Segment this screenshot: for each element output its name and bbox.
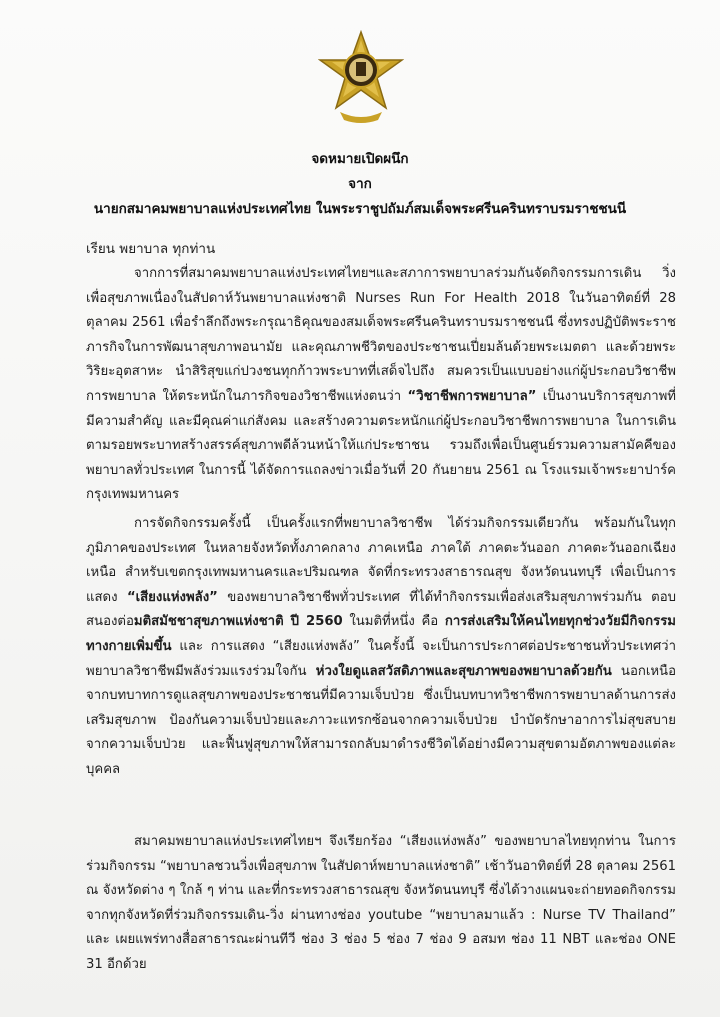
paragraph-1-text-b: เป็นงานบริการสุขภาพที่มีความสำคัญ และมีคุณค่าแก่สังคม และสร้างความตระหนักแก่ผู้ประกอบวิชาชีพการพยาบาล ในการเดินตามรอยพระบาทสร้างสรรค์สุขภาพดีล้วนหน้าให้แก่ประชาชน รวมถึงเพื่อเป็นศูนย์รวมความสามัคคีของพยาบาลทั่วประเทศ ในการนี้ ได้จัดการแถลงข่าวเมื่อวันที่ 20 กันยายน 2561 ณ โรงแรมเจ้าพระยาปาร์ค กรุงเทพมหานคร (86, 388, 676, 503)
paragraph-3-text-a: สมาคมพยาบาลแห่งประเทศไทยฯ จึงเรียกร้อง “เสียงแห่งพลัง” ของพยาบาลไทยทุกท่าน ในการร่วมกิจกรรม “พยาบาลชวนวิ่งเพื่อสุขภาพ ในสัปดาห์พยาบาลแห่งชาติ” เช้าวันอาทิตย์ที่ 28 ตุลาคม 2561 ณ จังหวัดต่าง ๆ ใกล้ ๆ ท่าน และที่กระทรวงสาธารณสุข จังหวัดนนทบุรี ซึ่งได้วางแผนจะถ่ายทอดกิจกรรมจากทุกจังหวัดที่ร่วมกิจกรรมเดิน-วิ่ง ผ่านทางช่อง youtube “พยาบาลมาแล้ว : Nurse TV Thailand” และ เผยแพร่ทางสื่อสาธารณะผ่านทีวี ช่อง 3 ช่อง 5 ช่อง 7 ช่อง 9 อสมท ช่อง 11 NBT และช่อง ONE 31 อีกด้วย (86, 834, 676, 972)
paragraph-2-bold-d: ห่วงใยดูแลสวัสดิภาพและสุขภาพของพยาบาลด้วยกัน (315, 663, 612, 679)
paragraph-2-text-e: นอกเหนือจากบทบาทการดูแลสุขภาพของประชาชนที่มีความเจ็บป่วย ซึ่งเป็นบทบาทวิชาชีพการพยาบาลด้านการส่งเสริมสุขภาพ ป้องกันความเจ็บป่วยและภาวะแทรกซ้อนจากความเจ็บป่วย บำบัดรักษาอาการไม่สุขสบายจากความเจ็บป่วย และฟื้นฟูสุขภาพให้สามารถกลับมาดำรงชีวิตได้อย่างมีความสุขตามอัตภาพของแต่ละบุคคล (86, 663, 676, 777)
paragraph-1-text-a: จากการที่สมาคมพยาบาลแห่งประเทศไทยฯและสภาการพยาบาลร่วมกันจัดกิจกรรมการเดิน วิ่ง เพื่อสุขภาพเนื่องในสัปดาห์วันพยาบาลแห่งชาติ Nurses Run For Health 2018 ในวันอาทิตย์ที่ 28 ตุลาคม 2561 เพื่อรำลึกถึงพระกรุณาธิคุณของสมเด็จพระศรีนครินทราบรมราชชนนี ซึ่งทรงปฏิบัติพระราชภารกิจในการพัฒนาสุขภาพอนามัย และคุณภาพชีวิตของประชาชนเปี่ยมล้นด้วยพระเมตตา และด้วยพระวิริยะอุตสาหะ นำสิริสุขแก่ปวงชนทุกก้าวพระบาทที่เสด็จไปถึง สมควรเป็นแบบอย่างแก่ผู้ประกอบวิชาชีพการพยาบาล ให้ตระหนักในภารกิจของวิชาชีพแห่งตนว่า (86, 266, 676, 404)
paragraph-2-bold-b: มติสมัชชาสุขภาพแห่งชาติ ปี 2560 (133, 614, 343, 630)
paragraph-2-bold-c: การส่งเสริมให้คนไทยทุกช่วงวัยมีกิจกรรมทางกายเพิ่มขึ้น (86, 614, 676, 654)
paragraph-2-text-b: ของพยาบาลวิชาชีพทั่วประเทศ ที่ได้ทำกิจกรรมเพื่อส่งเสริมสุขภาพร่วมกัน ตอบสนองต่อ (86, 589, 677, 630)
paragraph-3 (86, 830, 676, 978)
paragraph-1-bold-a: “วิชาชีพการพยาบาล” (407, 388, 537, 404)
paragraph-2-text-c: ในมติที่หนึ่ง คือ (342, 614, 445, 630)
paragraph-2-text-d: และ การแสดง “เสียงแห่งพลัง” ในครั้งนี้ จะเป็นการประกาศต่อประชาชนทั่วประเทศว่า พยาบาลวิชาชีพมีพลังร่วมแรงร่วมใจกัน (86, 638, 676, 679)
heading-sender: นายกสมาคมพยาบาลแห่งประเทศไทย ในพระราชูปถัมภ์สมเด็จพระศรีนครินทราบรมราชชนนี (93, 201, 627, 217)
paragraph-1 (86, 262, 676, 508)
heading-from: จาก (348, 176, 372, 192)
greeting: เรียน พยาบาล ทุกท่าน (86, 241, 216, 257)
association-star-emblem-icon (318, 30, 404, 126)
paragraph-2 (86, 512, 676, 783)
paragraph-2-bold-a: “เสียงแห่งพลัง” (126, 589, 218, 605)
heading-open-letter: จดหมายเปิดผนึก (311, 151, 409, 167)
paragraph-2-text-a: การจัดกิจกรรมครั้งนี้ เป็นครั้งแรกที่พยาบาลวิชาชีพ ได้ร่วมกิจกรรมเดียวกัน พร้อมกันในทุกภูมิภาคของประเทศ ในหลายจังหวัดทั้งภาคกลาง ภาคเหนือ ภาคใต้ ภาคตะวันออก ภาคตะวันออกเฉียงเหนือ สำหรับเขตกรุงเทพมหานครและปริมณฑล จัดที่กระทรวงสาธารณสุข จังหวัดนนทบุรี เพื่อเป็นการแสดง (86, 516, 676, 605)
letter-heading (0, 147, 720, 222)
